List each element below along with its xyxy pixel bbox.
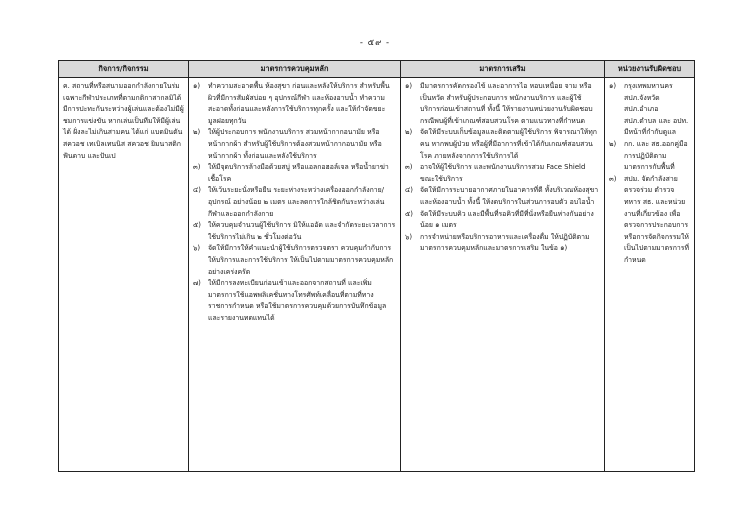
page-number: - ๕๙ - [359,38,391,48]
item-number: ๖) [405,232,413,241]
main-measure-item [193,162,396,185]
extra-measures-cell [401,78,605,472]
main-measure-item [193,243,396,278]
main-measure-item [193,220,396,243]
extra-measure-item [405,127,600,162]
item-number: ๕) [405,209,413,218]
responsible-item [609,174,690,267]
item-text: มีมาตรการคัดกรองไข้ และอาการไอ หอบเหนื่อย จาม หรือเป็นหวัด สำหรับผู้ประกอบการ พนักงานบริการ และผู้ใช้บริการก่อนเข้าสถานที่ ทั้งนี้ ให้รายงานหน่วยงานรับผิดชอบ กรณีพบผู้ที่เข้าเกณฑ์สอบสวนโรค ตามแนวทางที่กำหนด [420,82,593,125]
item-text: กรุงเทพมหานคร สปภ.จังหวัด สปภ.อำเภอ สปภ.ตำบล และ อปท. มีหน้าที่กำกับดูแล [624,82,689,137]
main-measure-item [193,81,396,127]
item-text: ให้มีจุดบริการล้างมือด้วยสบู่ หรือแอลกอฮอล์เจล หรือน้ำยาฆ่าเชื้อโรค [208,163,389,183]
responsible-item [609,139,690,174]
item-number: ๒) [193,128,201,137]
item-text: ให้ผู้ประกอบการ พนักงานบริการ สวมหน้ากากอนามัย หรือหน้ากากผ้า สำหรับผู้ใช้บริการต้องสวมหน้ากากอนามัย หรือหน้ากากผ้า ทั้งก่อนและหลังใช้บริการ [208,128,382,160]
item-number: ๑) [193,82,201,90]
item-number: ๓) [193,163,201,172]
activity-text: ค. สถานที่หรือสนามออกกำลังกายในร่มเฉพาะกีฬาประเภทที่ตามกติกาสากลมิได้มีการปะทะกันระหว่างผู้เล่นและต้องไม่มีผู้ชมการแข่งขัน หากเล่นเป็นทีมให้มีผู้เล่นได้ ฝั่งละไม่เกินสามคน ได้แก่ แบดมินตัน สควอช เทเบิลเทนนิส สควอช ยิมนาสติก ฟันดาบ และปันเป [63,82,184,160]
main-measure-item [193,127,396,162]
activity-cell [59,78,189,472]
item-text: จัดให้มีการให้คำแนะนำผู้ใช้บริการตรวจตรา ควบคุมกำกับการให้บริการและการใช้บริการ ให้เป็นไปตามมาตรการควบคุมหลักอย่างเคร่งครัด [208,244,394,276]
item-text: ให้มีการลงทะเบียนก่อนเข้าและออกจากสถานที่ และเพิ่มมาตรการใช้แอพพลิเคชั่นทางโทรศัพท์เคลื่อนที่ตามที่ทางราชการกำหนด หรือใช้มาตรการควบคุมด้วยการบันทึกข้อมูลและรายงานทดแทนได้ [208,279,387,322]
extra-measure-item [405,81,600,127]
item-number: ๖) [193,244,201,253]
item-number: ๑) [609,82,617,90]
main-measures-cell [189,78,401,472]
extra-measure-item [405,185,600,208]
item-number: ๓) [405,163,413,172]
item-number: ๑) [405,82,413,90]
header-main-measures: มาตรการควบคุมหลัก [189,61,401,78]
item-number: ๔) [193,186,201,195]
item-number: ๓) [609,174,617,183]
main-measure-item [193,278,396,324]
item-number: ๗) [193,279,201,288]
item-text: ให้เว้นระยะนั่งหรือยืน ระยะห่างระหว่างเครื่องออกกำลังกาย/อุปกรณ์ อย่างน้อย ๒ เมตร และลดการใกล้ชิดกันระหว่างเล่นกีฬาและออกกำลังกาย [208,186,385,218]
item-text: อาจให้ผู้ใช้บริการ และพนักงานบริการสวม Face Shield ขณะใช้บริการ [420,163,586,183]
item-number: ๒) [405,128,413,137]
responsible-item [609,81,690,139]
measures-table [58,60,695,472]
item-text: ให้ควบคุมจำนวนผู้ใช้บริการ มิให้แออัด และจำกัดระยะเวลาการใช้บริการไม่เกิน ๒ ชั่วโมงต่อวัน [208,221,396,241]
extra-measure-item [405,209,600,232]
item-text: สปม. จัดกำลังสายตรวจร่วม ตำรวจ ทหาร สธ. และหน่วยงานที่เกี่ยวข้อง เพื่อตรวจการประกอบการหรือการจัดกิจกรรมให้เป็นไปตามมาตรการที่กำหนด [624,174,690,264]
main-measure-item [193,185,396,220]
item-number: ๔) [405,186,413,195]
responsible-cell [605,78,695,472]
item-number: ๕) [193,221,201,230]
header-activity: กิจการ/กิจกรรม [59,61,189,78]
item-number: ๒) [609,139,617,148]
item-text: จัดให้มีการระบายอากาศภายในอาคารที่ดี ทั้งบริเวณห้องสุขา และห้องอาบน้ำ ทั้งนี้ ให้งดบริการในส่วนการอบตัว อบไอน้ำ [420,186,599,206]
item-text: จัดให้มีระบบเก็บข้อมูลและติดตามผู้ใช้บริการ พิจารณาให้ทุกคน หากพบผู้ป่วย หรือผู้ที่มีอาการที่เข้าได้กับเกณฑ์สอบสวนโรค ภายหลังจากการใช้บริการได้ [420,128,597,160]
header-responsible: หน่วยงานรับผิดชอบ [605,61,695,78]
extra-measure-item [405,162,600,185]
item-text: กก. และ สธ.ออกคู่มือการปฏิบัติตามมาตรการกับพื้นที่ [624,139,688,172]
table-header-row [59,61,695,78]
header-extra-measures: มาตรการเสริม [401,61,605,78]
extra-measure-item [405,232,600,255]
item-text: จัดให้มีระบบคิว และมีพื้นที่รอคิวที่มีที่นั่งหรือยืนห่างกันอย่างน้อย ๑ เมตร [420,209,594,230]
table-row [59,78,695,472]
item-text: ทำความสะอาดพื้น ห้องสุขา ก่อนและหลังให้บริการ สำหรับพื้นผิวที่มีการสัมผัสบ่อย ๆ อุปกรณ์กีฬา และห้องอาบน้ำ ทำความสะอาดทั้งก่อนและหลังการใช้บริการทุกครั้ง และให้กำจัดขยะมูลฝอยทุกวัน [208,82,390,125]
item-text: การจำหน่ายหรือบริการอาหารและเครื่องดื่ม ให้ปฏิบัติตามมาตรการควบคุมหลักและมาตรการเสริม ในข้อ ๑) [420,232,590,253]
